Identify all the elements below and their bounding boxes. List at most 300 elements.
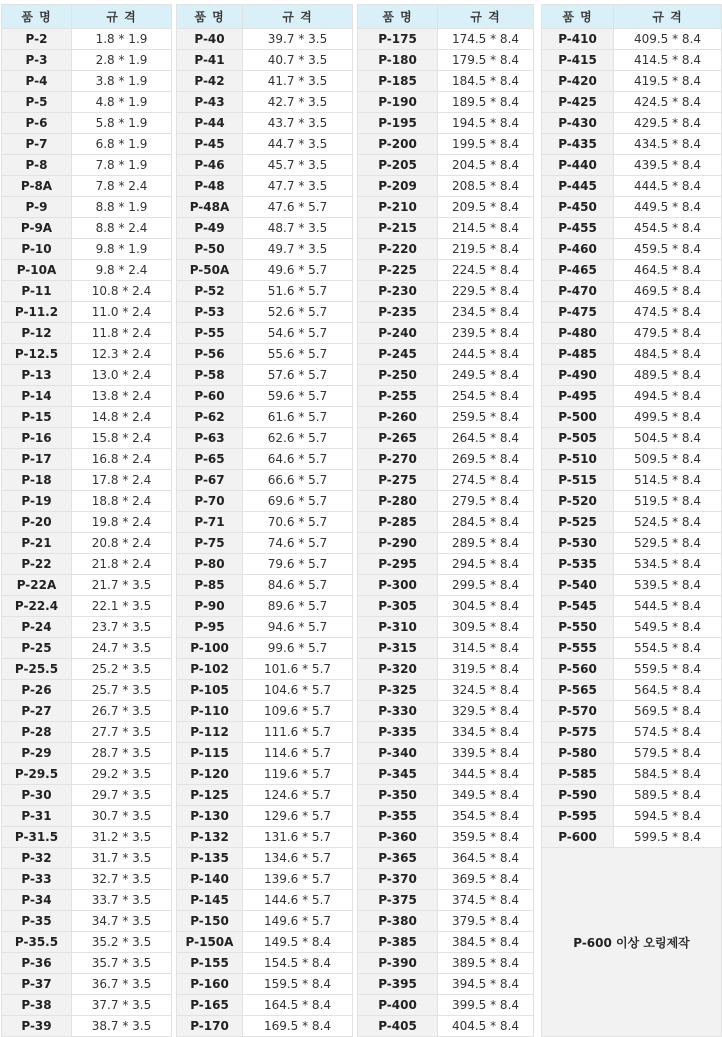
- part-name-cell: P-215: [358, 218, 438, 239]
- spec-cell: 39.7 * 3.5: [243, 29, 353, 50]
- table-row: [177, 407, 353, 428]
- table-row: [177, 596, 353, 617]
- spec-cell: 124.6 * 5.7: [243, 785, 353, 806]
- part-name-cell: P-255: [358, 386, 438, 407]
- spec-cell: 389.5 * 8.4: [438, 953, 534, 974]
- part-name-cell: P-590: [542, 785, 614, 806]
- spec-cell: 47.7 * 3.5: [243, 176, 353, 197]
- spec-cell: 484.5 * 8.4: [614, 344, 722, 365]
- part-name-cell: P-25.5: [2, 659, 72, 680]
- spec-cell: 214.5 * 8.4: [438, 218, 534, 239]
- part-name-cell: P-63: [177, 428, 243, 449]
- part-name-cell: P-295: [358, 554, 438, 575]
- part-name-cell: P-270: [358, 449, 438, 470]
- part-name-cell: P-520: [542, 491, 614, 512]
- part-name-cell: P-525: [542, 512, 614, 533]
- spec-cell: 42.7 * 3.5: [243, 92, 353, 113]
- spec-cell: 9.8 * 1.9: [72, 239, 172, 260]
- table-row: [358, 365, 534, 386]
- table-row: [2, 470, 172, 491]
- table-row: [2, 449, 172, 470]
- table-row: [358, 932, 534, 953]
- part-name-cell: P-310: [358, 617, 438, 638]
- part-name-cell: P-26: [2, 680, 72, 701]
- table-row: [358, 71, 534, 92]
- spec-cell: 51.6 * 5.7: [243, 281, 353, 302]
- part-name-cell: P-595: [542, 806, 614, 827]
- spec-cell: 474.5 * 8.4: [614, 302, 722, 323]
- part-name-cell: P-43: [177, 92, 243, 113]
- table-row: [542, 344, 722, 365]
- spec-cell: 16.8 * 2.4: [72, 449, 172, 470]
- table-row: [358, 428, 534, 449]
- spec-cell: 28.7 * 3.5: [72, 743, 172, 764]
- table-row: [542, 239, 722, 260]
- part-name-cell: P-33: [2, 869, 72, 890]
- table-row: [177, 911, 353, 932]
- header-row: [2, 5, 172, 29]
- part-name-cell: P-3: [2, 50, 72, 71]
- spec-table-3: [357, 4, 534, 1037]
- part-name-cell: P-35.5: [2, 932, 72, 953]
- table-row: [177, 428, 353, 449]
- table-row: [2, 596, 172, 617]
- table-row: [542, 386, 722, 407]
- spec-cell: 554.5 * 8.4: [614, 638, 722, 659]
- table-row: [542, 554, 722, 575]
- table-row: [542, 680, 722, 701]
- table-row: [542, 617, 722, 638]
- table-row: [358, 911, 534, 932]
- header-name: 품 명: [2, 5, 72, 29]
- table-row: [177, 365, 353, 386]
- part-name-cell: P-370: [358, 869, 438, 890]
- part-name-cell: P-22: [2, 554, 72, 575]
- part-name-cell: P-220: [358, 239, 438, 260]
- part-name-cell: P-12.5: [2, 344, 72, 365]
- table-row: [2, 113, 172, 134]
- part-name-cell: P-49: [177, 218, 243, 239]
- part-name-cell: P-170: [177, 1016, 243, 1037]
- table-row: [542, 701, 722, 722]
- spec-cell: 129.6 * 5.7: [243, 806, 353, 827]
- part-name-cell: P-13: [2, 365, 72, 386]
- table-row: [177, 92, 353, 113]
- spec-cell: 319.5 * 8.4: [438, 659, 534, 680]
- spec-cell: 139.6 * 5.7: [243, 869, 353, 890]
- spec-cell: 24.7 * 3.5: [72, 638, 172, 659]
- part-name-cell: P-600: [542, 827, 614, 848]
- part-name-cell: P-320: [358, 659, 438, 680]
- part-name-cell: P-21: [2, 533, 72, 554]
- spec-cell: 9.8 * 2.4: [72, 260, 172, 281]
- table-row: [177, 281, 353, 302]
- spec-cell: 304.5 * 8.4: [438, 596, 534, 617]
- part-name-cell: P-8: [2, 155, 72, 176]
- table-row: [542, 449, 722, 470]
- part-name-cell: P-15: [2, 407, 72, 428]
- part-name-cell: P-22A: [2, 575, 72, 596]
- table-row: [542, 71, 722, 92]
- spec-cell: 504.5 * 8.4: [614, 428, 722, 449]
- spec-cell: 469.5 * 8.4: [614, 281, 722, 302]
- table-row: [542, 218, 722, 239]
- table-row: [358, 638, 534, 659]
- part-name-cell: P-29: [2, 743, 72, 764]
- spec-cell: 18.8 * 2.4: [72, 491, 172, 512]
- table-row: [2, 680, 172, 701]
- part-name-cell: P-14: [2, 386, 72, 407]
- table-row: [358, 155, 534, 176]
- table-row: [358, 512, 534, 533]
- table-row: [2, 323, 172, 344]
- table-row: [542, 827, 722, 848]
- table-row: [177, 323, 353, 344]
- spec-cell: 101.6 * 5.7: [243, 659, 353, 680]
- spec-cell: 424.5 * 8.4: [614, 92, 722, 113]
- table-row: [358, 197, 534, 218]
- part-name-cell: P-450: [542, 197, 614, 218]
- spec-cell: 22.1 * 3.5: [72, 596, 172, 617]
- part-name-cell: P-24: [2, 617, 72, 638]
- spec-cell: 29.2 * 3.5: [72, 764, 172, 785]
- table-row: [542, 176, 722, 197]
- part-name-cell: P-235: [358, 302, 438, 323]
- table-row: [358, 764, 534, 785]
- spec-cell: 7.8 * 1.9: [72, 155, 172, 176]
- spec-cell: 43.7 * 3.5: [243, 113, 353, 134]
- spec-cell: 299.5 * 8.4: [438, 575, 534, 596]
- spec-cell: 37.7 * 3.5: [72, 995, 172, 1016]
- part-name-cell: P-260: [358, 407, 438, 428]
- part-name-cell: P-62: [177, 407, 243, 428]
- table-row: [177, 218, 353, 239]
- part-name-cell: P-70: [177, 491, 243, 512]
- part-name-cell: P-535: [542, 554, 614, 575]
- spec-cell: 134.6 * 5.7: [243, 848, 353, 869]
- part-name-cell: P-495: [542, 386, 614, 407]
- part-name-cell: P-145: [177, 890, 243, 911]
- part-name-cell: P-560: [542, 659, 614, 680]
- spec-cell: 49.6 * 5.7: [243, 260, 353, 281]
- spec-cell: 52.6 * 5.7: [243, 302, 353, 323]
- table-row: [2, 365, 172, 386]
- part-name-cell: P-240: [358, 323, 438, 344]
- spec-cell: 59.6 * 5.7: [243, 386, 353, 407]
- table-row: [2, 995, 172, 1016]
- spec-cell: 224.5 * 8.4: [438, 260, 534, 281]
- part-name-cell: P-425: [542, 92, 614, 113]
- spec-cell: 7.8 * 2.4: [72, 176, 172, 197]
- table-row: [177, 869, 353, 890]
- spec-cell: 70.6 * 5.7: [243, 512, 353, 533]
- part-name-cell: P-20: [2, 512, 72, 533]
- spec-cell: 264.5 * 8.4: [438, 428, 534, 449]
- spec-cell: 229.5 * 8.4: [438, 281, 534, 302]
- spec-cell: 494.5 * 8.4: [614, 386, 722, 407]
- spec-cell: 79.6 * 5.7: [243, 554, 353, 575]
- table-row: [177, 953, 353, 974]
- table-row: [177, 71, 353, 92]
- table-row: [177, 890, 353, 911]
- table-row: [2, 701, 172, 722]
- table-row: [177, 134, 353, 155]
- spec-cell: 17.8 * 2.4: [72, 470, 172, 491]
- header-spec: 규 격: [243, 5, 353, 29]
- table-row: [542, 575, 722, 596]
- part-name-cell: P-345: [358, 764, 438, 785]
- part-name-cell: P-102: [177, 659, 243, 680]
- spec-cell: 149.6 * 5.7: [243, 911, 353, 932]
- part-name-cell: P-565: [542, 680, 614, 701]
- table-row: [542, 806, 722, 827]
- part-name-cell: P-335: [358, 722, 438, 743]
- spec-cell: 33.7 * 3.5: [72, 890, 172, 911]
- part-name-cell: P-410: [542, 29, 614, 50]
- part-name-cell: P-360: [358, 827, 438, 848]
- part-name-cell: P-46: [177, 155, 243, 176]
- part-name-cell: P-25: [2, 638, 72, 659]
- spec-cell: 35.7 * 3.5: [72, 953, 172, 974]
- part-name-cell: P-280: [358, 491, 438, 512]
- part-name-cell: P-385: [358, 932, 438, 953]
- spec-cell: 159.5 * 8.4: [243, 974, 353, 995]
- part-name-cell: P-90: [177, 596, 243, 617]
- part-name-cell: P-16: [2, 428, 72, 449]
- table-row: [177, 176, 353, 197]
- part-name-cell: P-80: [177, 554, 243, 575]
- part-name-cell: P-380: [358, 911, 438, 932]
- spec-cell: 36.7 * 3.5: [72, 974, 172, 995]
- part-name-cell: P-505: [542, 428, 614, 449]
- part-name-cell: P-55: [177, 323, 243, 344]
- table-row: [177, 932, 353, 953]
- part-name-cell: P-31: [2, 806, 72, 827]
- spec-table-1: [1, 4, 172, 1037]
- table-row: [358, 176, 534, 197]
- table-row: [177, 302, 353, 323]
- table-row: [2, 71, 172, 92]
- table-row: [542, 743, 722, 764]
- table-row: [358, 134, 534, 155]
- header-name: 품 명: [177, 5, 243, 29]
- table-row: [358, 344, 534, 365]
- part-name-cell: P-265: [358, 428, 438, 449]
- table-row: [2, 869, 172, 890]
- part-name-cell: P-340: [358, 743, 438, 764]
- spec-cell: 479.5 * 8.4: [614, 323, 722, 344]
- spec-cell: 324.5 * 8.4: [438, 680, 534, 701]
- table-row: [2, 512, 172, 533]
- header-spec: 규 격: [438, 5, 534, 29]
- part-name-cell: P-95: [177, 617, 243, 638]
- table-row: [2, 218, 172, 239]
- spec-cell: 6.8 * 1.9: [72, 134, 172, 155]
- part-name-cell: P-40: [177, 29, 243, 50]
- part-name-cell: P-475: [542, 302, 614, 323]
- part-name-cell: P-7: [2, 134, 72, 155]
- spec-cell: 364.5 * 8.4: [438, 848, 534, 869]
- spec-cell: 439.5 * 8.4: [614, 155, 722, 176]
- spec-cell: 38.7 * 3.5: [72, 1016, 172, 1037]
- spec-cell: 2.8 * 1.9: [72, 50, 172, 71]
- part-name-cell: P-6: [2, 113, 72, 134]
- spec-cell: 259.5 * 8.4: [438, 407, 534, 428]
- spec-cell: 12.3 * 2.4: [72, 344, 172, 365]
- part-name-cell: P-56: [177, 344, 243, 365]
- table-row: [2, 491, 172, 512]
- spec-cell: 84.6 * 5.7: [243, 575, 353, 596]
- part-name-cell: P-35: [2, 911, 72, 932]
- spec-cell: 40.7 * 3.5: [243, 50, 353, 71]
- part-name-cell: P-150: [177, 911, 243, 932]
- table-row: [177, 449, 353, 470]
- part-name-cell: P-36: [2, 953, 72, 974]
- part-name-cell: P-165: [177, 995, 243, 1016]
- spec-cell: 429.5 * 8.4: [614, 113, 722, 134]
- table-row: [542, 638, 722, 659]
- table-row: [542, 134, 722, 155]
- table-row: [177, 533, 353, 554]
- table-row: [177, 491, 353, 512]
- spec-cell: 5.8 * 1.9: [72, 113, 172, 134]
- spec-cell: 41.7 * 3.5: [243, 71, 353, 92]
- part-name-cell: P-4: [2, 71, 72, 92]
- part-name-cell: P-430: [542, 113, 614, 134]
- spec-cell: 589.5 * 8.4: [614, 785, 722, 806]
- part-name-cell: P-42: [177, 71, 243, 92]
- table-row: [542, 407, 722, 428]
- spec-cell: 559.5 * 8.4: [614, 659, 722, 680]
- part-name-cell: P-580: [542, 743, 614, 764]
- spec-cell: 1.8 * 1.9: [72, 29, 172, 50]
- part-name-cell: P-130: [177, 806, 243, 827]
- table-row: [177, 29, 353, 50]
- table-row: [358, 29, 534, 50]
- spec-cell: 454.5 * 8.4: [614, 218, 722, 239]
- table-row: [2, 50, 172, 71]
- part-name-cell: P-445: [542, 176, 614, 197]
- table-row: [177, 260, 353, 281]
- part-name-cell: P-185: [358, 71, 438, 92]
- spec-cell: 149.5 * 8.4: [243, 932, 353, 953]
- table-row: [177, 197, 353, 218]
- spec-cell: 169.5 * 8.4: [243, 1016, 353, 1037]
- table-row: [358, 827, 534, 848]
- part-name-cell: P-10A: [2, 260, 72, 281]
- table-row: [542, 512, 722, 533]
- part-name-cell: P-300: [358, 575, 438, 596]
- table-row: [542, 323, 722, 344]
- table-row: [177, 512, 353, 533]
- table-row: [358, 722, 534, 743]
- table-row: [542, 281, 722, 302]
- spec-cell: 55.6 * 5.7: [243, 344, 353, 365]
- table-row: [177, 995, 353, 1016]
- table-row: [177, 722, 353, 743]
- part-name-cell: P-405: [358, 1016, 438, 1037]
- part-name-cell: P-355: [358, 806, 438, 827]
- table-row: [2, 974, 172, 995]
- table-row: [358, 806, 534, 827]
- custom-order-note: P-600 이상 오링제작: [542, 848, 722, 1037]
- table-row: [2, 239, 172, 260]
- part-name-cell: P-209: [358, 176, 438, 197]
- part-name-cell: P-275: [358, 470, 438, 491]
- part-name-cell: P-375: [358, 890, 438, 911]
- part-name-cell: P-390: [358, 953, 438, 974]
- part-name-cell: P-27: [2, 701, 72, 722]
- spec-cell: 529.5 * 8.4: [614, 533, 722, 554]
- part-name-cell: P-135: [177, 848, 243, 869]
- part-name-cell: P-225: [358, 260, 438, 281]
- spec-cell: 131.6 * 5.7: [243, 827, 353, 848]
- spec-cell: 244.5 * 8.4: [438, 344, 534, 365]
- spec-cell: 19.8 * 2.4: [72, 512, 172, 533]
- table-row: [2, 638, 172, 659]
- header-name: 품 명: [358, 5, 438, 29]
- table-row: [542, 764, 722, 785]
- part-name-cell: P-9A: [2, 218, 72, 239]
- part-name-cell: P-52: [177, 281, 243, 302]
- part-name-cell: P-190: [358, 92, 438, 113]
- part-name-cell: P-58: [177, 365, 243, 386]
- spec-cell: 269.5 * 8.4: [438, 449, 534, 470]
- header-row: [358, 5, 534, 29]
- table-row: [358, 449, 534, 470]
- spec-cell: 13.8 * 2.4: [72, 386, 172, 407]
- table-row: [177, 239, 353, 260]
- part-name-cell: P-19: [2, 491, 72, 512]
- part-name-cell: P-510: [542, 449, 614, 470]
- part-name-cell: P-530: [542, 533, 614, 554]
- table-row: [358, 743, 534, 764]
- part-name-cell: P-545: [542, 596, 614, 617]
- part-name-cell: P-115: [177, 743, 243, 764]
- part-name-cell: P-485: [542, 344, 614, 365]
- table-row: [542, 596, 722, 617]
- spec-cell: 164.5 * 8.4: [243, 995, 353, 1016]
- spec-cell: 48.7 * 3.5: [243, 218, 353, 239]
- part-name-cell: P-575: [542, 722, 614, 743]
- part-name-cell: P-22.4: [2, 596, 72, 617]
- spec-cell: 334.5 * 8.4: [438, 722, 534, 743]
- header-spec: 규 격: [614, 5, 722, 29]
- spec-cell: 194.5 * 8.4: [438, 113, 534, 134]
- part-name-cell: P-53: [177, 302, 243, 323]
- table-row: [2, 92, 172, 113]
- spec-cell: 11.0 * 2.4: [72, 302, 172, 323]
- part-name-cell: P-37: [2, 974, 72, 995]
- spec-cell: 374.5 * 8.4: [438, 890, 534, 911]
- part-name-cell: P-420: [542, 71, 614, 92]
- table-row: [542, 155, 722, 176]
- spec-cell: 574.5 * 8.4: [614, 722, 722, 743]
- spec-cell: 49.7 * 3.5: [243, 239, 353, 260]
- spec-cell: 26.7 * 3.5: [72, 701, 172, 722]
- spec-cell: 514.5 * 8.4: [614, 470, 722, 491]
- table-row: [358, 701, 534, 722]
- part-name-cell: P-155: [177, 953, 243, 974]
- spec-cell: 434.5 * 8.4: [614, 134, 722, 155]
- table-row: [2, 659, 172, 680]
- table-row: [2, 575, 172, 596]
- part-name-cell: P-28: [2, 722, 72, 743]
- table-row: [358, 869, 534, 890]
- table-row: [2, 344, 172, 365]
- spec-cell: 15.8 * 2.4: [72, 428, 172, 449]
- table-row: [177, 974, 353, 995]
